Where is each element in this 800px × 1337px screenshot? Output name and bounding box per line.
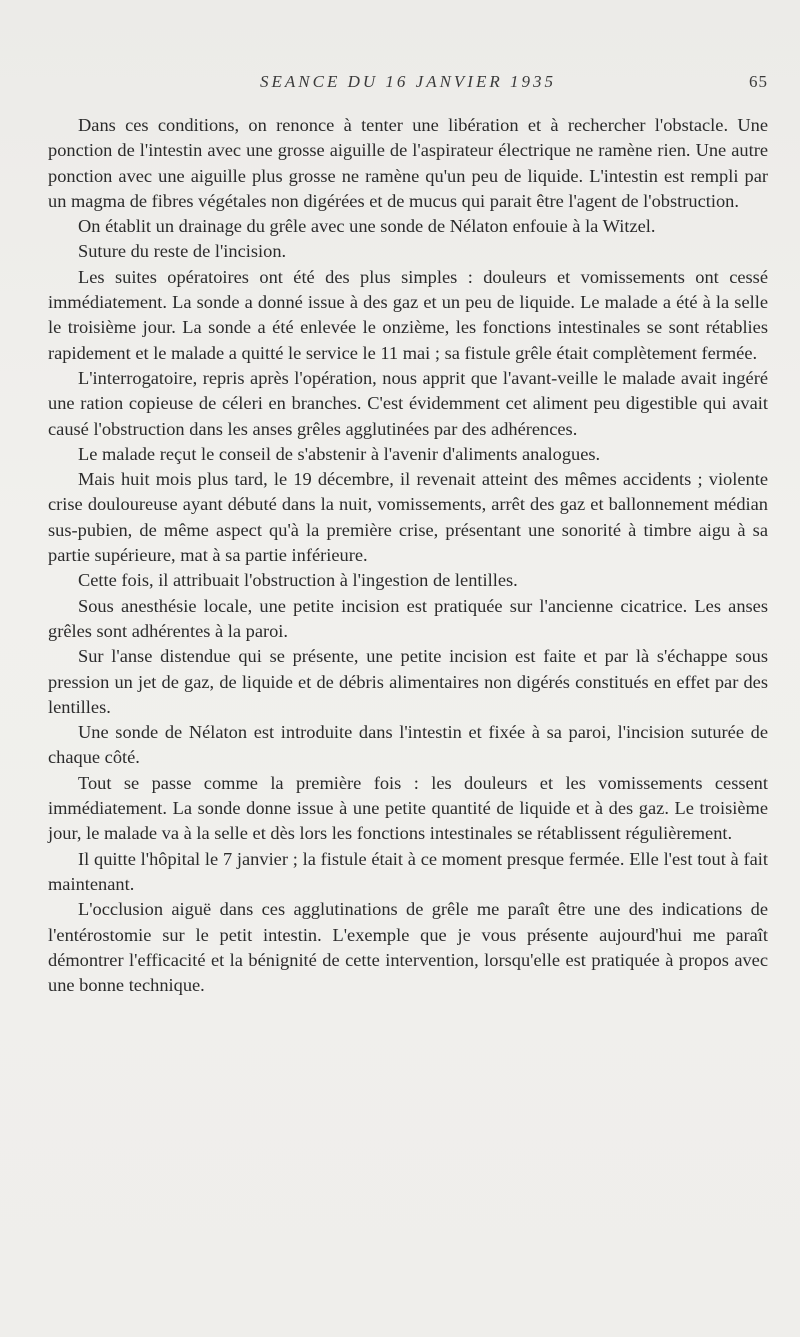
paragraph: On établit un drainage du grêle avec une sonde de Nélaton enfouie à la Witzel. [78, 216, 656, 237]
body-text [48, 113, 768, 998]
paragraph: Les suites opératoires ont été des plus simples : douleurs et vomissements ont cessé immédiatement. La sonde a donné issue à des gaz et un peu de liquide. Le malade a été à la selle le troisième jour. La sonde a été enlevée le onzième, les fonctions intestinales se sont rétablies rapidement et le malade a quitté le service le 11 mai ; sa fistule grêle était complètement fermée. [48, 266, 768, 363]
paragraph: Le malade reçut le conseil de s'abstenir à l'avenir d'aliments analogues. [78, 443, 601, 464]
paragraph: L'occlusion aiguë dans ces agglutinations de grêle me paraît être une des indications de l'entérostomie sur le petit intestin. L'exemple que je vous présente aujourd'hui me paraît démontrer l'efficacité et la bénignité de cette intervention, lorsqu'elle est pratiquée à propos avec une bonne technique. [48, 899, 768, 996]
paragraph: Une sonde de Nélaton est introduite dans l'intestin et fixée à sa paroi, l'incision suturée de chaque côté. [48, 722, 768, 768]
paragraph: Sous anesthésie locale, une petite incision est pratiquée sur l'ancienne cicatrice. Les anses grêles sont adhérentes à la paroi. [48, 595, 768, 641]
paragraph: Il quitte l'hôpital le 7 janvier ; la fistule était à ce moment presque fermée. Elle l'est tout à fait maintenant. [48, 848, 768, 894]
running-title: SEANCE DU 16 JANVIER 1935 [260, 72, 556, 91]
paragraph: Sur l'anse distendue qui se présente, une petite incision est faite et par là s'échappe sous pression un jet de gaz, de liquide et de débris alimentaires non digérés constitués en effet par des lentilles. [48, 646, 768, 717]
paragraph: Mais huit mois plus tard, le 19 décembre, il revenait atteint des mêmes accidents ; violente crise douloureuse ayant débuté dans la nuit, vomissements, arrêt des gaz et ballonnement médian sus-pubien, de même aspect qu'à la première crise, présentant une sonorité à timbre aigu à sa partie supérieure, mat à sa partie inférieure. [48, 469, 768, 566]
paragraph: Tout se passe comme la première fois : les douleurs et les vomissements cessent immédiatement. La sonde donne issue à une petite quantité de liquide et à des gaz. Le troisième jour, le malade va à la selle et dès lors les fonctions intestinales se rétablissent régulièrement. [48, 772, 768, 844]
paragraph: Dans ces conditions, on renonce à tenter une libération et à rechercher l'obstacle. Une ponction de l'intestin avec une grosse aiguille de l'aspirateur électrique ne ramène rien. Une autre ponction avec une aiguille plus grosse ne ramène qu'un peu de liquide. L'intestin est rempli par un magma de fibres végétales non digérées et de mucus qui parait être l'agent de l'obstruction. [48, 115, 768, 211]
paragraph: Cette fois, il attribuait l'obstruction à l'ingestion de lentilles. [78, 570, 518, 591]
paragraph: Suture du reste de l'incision. [78, 241, 287, 262]
page-number: 65 [749, 72, 768, 91]
paragraph: L'interrogatoire, repris après l'opération, nous apprit que l'avant-veille le malade avait ingéré une ration copieuse de céleri en branches. C'est évidemment cet aliment peu digestible qui avait causé l'obstruction dans les anses grêles agglutinées par des adhérences. [48, 367, 768, 439]
page-header [48, 72, 768, 96]
